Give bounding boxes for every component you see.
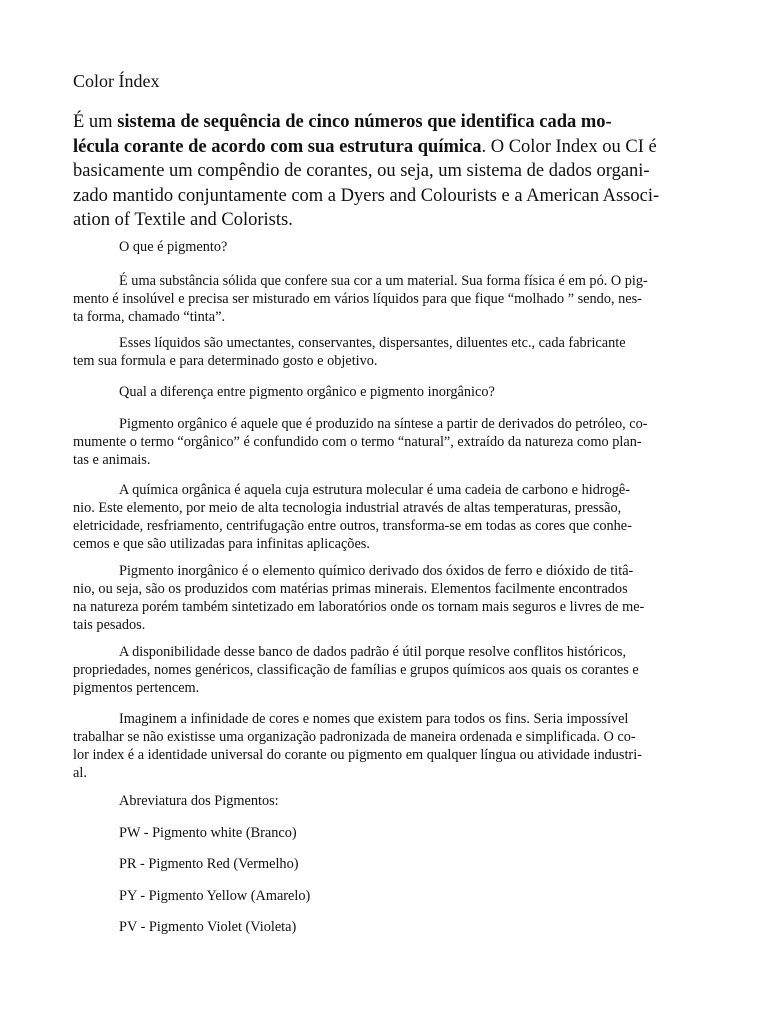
paragraph-line: trabalhar se não existisse uma organização padronizada de maneira ordenada e simplificada. O co- (73, 729, 636, 745)
paragraph-line: ta forma, chamado “tinta”. (73, 309, 226, 325)
paragraph-line: cemos e que são utilizadas para infinitas aplicações. (73, 536, 370, 552)
heading-difference (73, 383, 697, 401)
abbreviation-item: PW - Pigmento white (Branco) (119, 825, 297, 841)
paragraph-line: Qual a diferença entre pigmento orgânico e pigmento inorgânico? (119, 384, 495, 400)
paragraph-line: O que é pigmento? (119, 239, 228, 255)
paragraph-organic-chemistry (73, 481, 697, 553)
abbreviations-heading: Abreviatura dos Pigmentos: (119, 793, 279, 809)
paragraph-line: na natureza porém também sintetizado em laboratórios onde os tornam mais seguros e livres de me- (73, 599, 645, 615)
abbreviation-item: PR - Pigmento Red (Vermelho) (119, 856, 299, 872)
lead-line: lécula corante de acordo com sua estrutura química. O Color Index ou CI é (73, 136, 657, 157)
paragraph-organic-pigment (73, 415, 697, 469)
paragraph-line: A química orgânica é aquela cuja estrutura molecular é uma cadeia de carbono e hidrogê- (119, 482, 631, 498)
heading-what-is-pigment (73, 238, 697, 256)
paragraph-line: Pigmento orgânico é aquele que é produzido na síntese a partir de derivados do petróleo, co- (119, 416, 648, 432)
lead-line: zado mantido conjuntamente com a Dyers and Colourists e a American Associ- (73, 185, 660, 206)
lead-line: ation of Textile and Colorists. (73, 210, 293, 230)
paragraph-line: mumente o termo “orgânico” é confundido com o termo “natural”, extraído da natureza como plan- (73, 434, 642, 450)
paragraph-database (73, 643, 697, 697)
paragraph-line: eletricidade, resfriamento, centrifugação entre outros, transforma-se em todas as cores que conhe- (73, 518, 632, 534)
paragraph-line: A disponibilidade desse banco de dados padrão é útil porque resolve conflitos históricos, (119, 644, 627, 660)
document-title: Color Índex (73, 71, 160, 91)
paragraph-line: mento é insolúvel e precisa ser misturado em vários líquidos para que fique “molhado ” sendo, nes- (73, 291, 642, 307)
abbreviation-item: PY - Pigmento Yellow (Amarelo) (119, 888, 311, 904)
paragraph-line: lor index é a identidade universal do corante ou pigmento em qualquer língua ou atividade industri- (73, 747, 642, 763)
paragraph-line: al. (73, 765, 87, 781)
bold-phrase: lécula corante de acordo com sua estrutura química (73, 136, 482, 157)
lead-paragraph (73, 110, 695, 233)
paragraph-line: Imaginem a infinidade de cores e nomes que existem para todos os fins. Seria impossível (119, 711, 629, 727)
paragraph-line: propriedades, nomes genéricos, classificação de famílias e grupos químicos aos quais os corantes e (73, 662, 639, 678)
abbreviation-item: PV - Pigmento Violet (Violeta) (119, 919, 297, 935)
paragraph-liquids (73, 334, 697, 370)
paragraph-imagine (73, 710, 697, 782)
paragraph-line: nio, ou seja, são os produzidos com matérias primas minerais. Elementos facilmente encontrados (73, 581, 628, 597)
lead-line: É um sistema de sequência de cinco números que identifica cada mo- (73, 112, 612, 132)
paragraph-definition (73, 272, 697, 326)
bold-phrase: sistema de sequência de cinco números que identifica cada mo- (117, 112, 612, 132)
paragraph-line: tas e animais. (73, 452, 151, 468)
paragraph-line: pigmentos pertencem. (73, 680, 200, 696)
paragraph-line: nio. Este elemento, por meio de alta tecnologia industrial através de altas temperaturas, pressão, (73, 500, 622, 516)
paragraph-line: tais pesados. (73, 617, 146, 633)
paragraph-line: É uma substância sólida que confere sua cor a um material. Sua forma física é em pó. O pig- (119, 273, 648, 289)
lead-line: basicamente um compêndio de corantes, ou seja, um sistema de dados organi- (73, 161, 650, 181)
paragraph-line: Pigmento inorgânico é o elemento químico derivado dos óxidos de ferro e dióxido de titâ- (119, 563, 634, 579)
paragraph-line: tem sua formula e para determinado gosto e objetivo. (73, 353, 378, 369)
paragraph-inorganic-pigment (73, 562, 697, 634)
paragraph-line: Esses líquidos são umectantes, conservantes, dispersantes, diluentes etc., cada fabricante (119, 335, 626, 351)
